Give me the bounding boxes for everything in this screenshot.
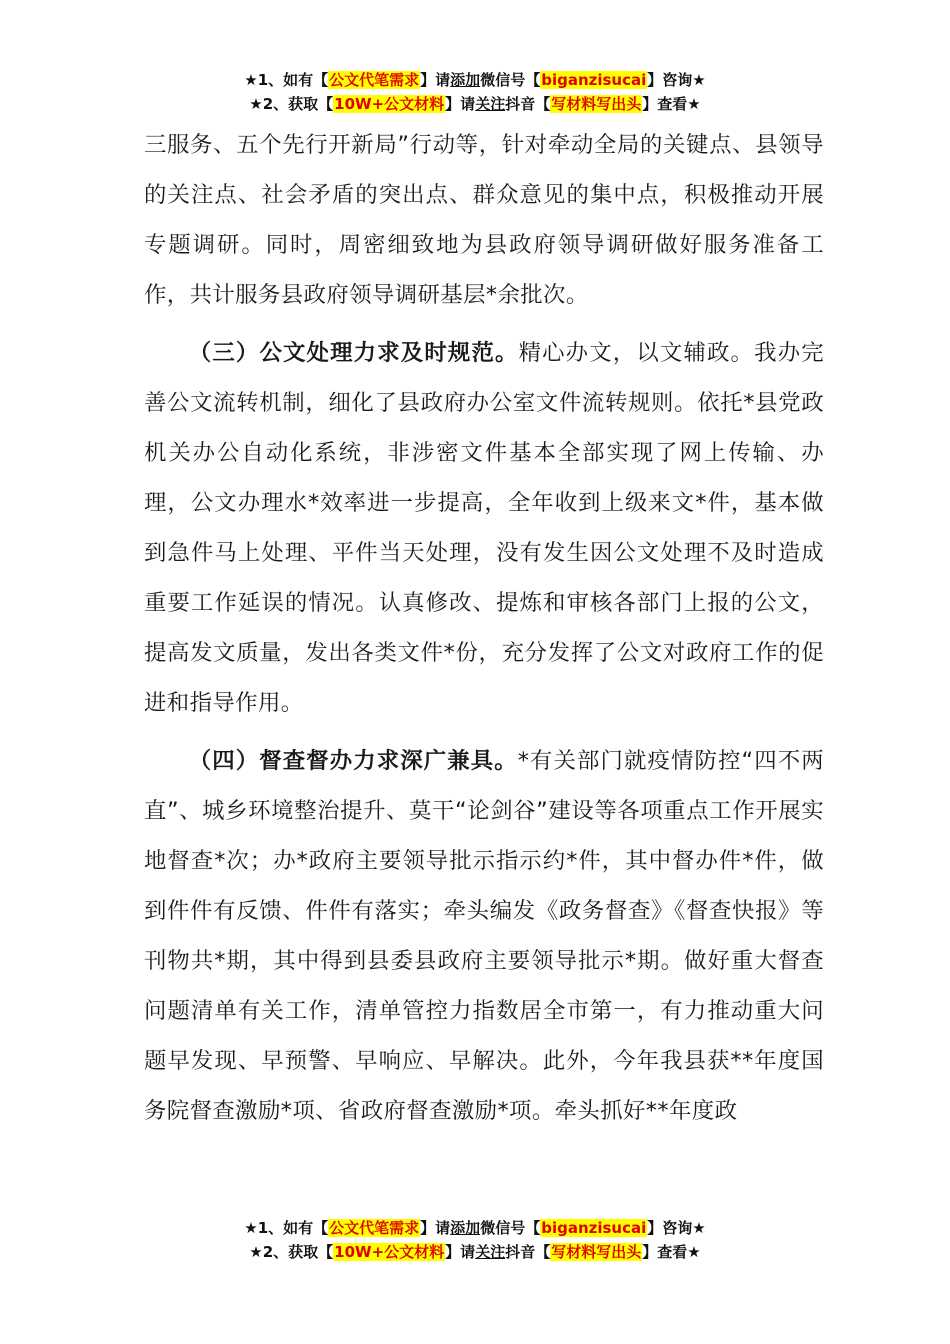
highlight-service: 公文代笔需求 [329, 71, 420, 89]
bottom-banner [0, 1216, 950, 1264]
paragraph-supervision: （四）督查督办力求深广兼具。*有关部门就疫情防控“四不两直”、城乡环境整治提升、莫干“论剑谷”建设等各项重点工作开展实地督查*次；办*政府主要领导批示指示约*件，其中督办件*件，做到件件有反馈、件件有落实；牵头编发《政务督查》《督查快报》等刊物共*期，其中得到县委县政府主要领导批示*期。做好重大督查问题清单有关工作，清单管控力指数居全市第一，有力推动重大问题早发现、早预警、早响应、早解决。此外，今年我县获**年度国务院督查激励*项、省政府督查激励*项。牵头抓好**年度政 [144, 748, 824, 1124]
highlight-wechat-id: biganzisucai [541, 1219, 647, 1237]
document-body [144, 120, 824, 1136]
banner-line-1: ★1、如有【公文代笔需求】请添加微信号【biganzisucai】咨询★ [244, 1219, 706, 1237]
star-icon: ★ [692, 1219, 706, 1237]
section-heading-3: （三）公文处理力求及时规范。 [188, 340, 519, 366]
star-icon: ★ [244, 1219, 258, 1237]
banner-line-2: ★2、获取【10W+公文材料】请关注抖音【写材料写出头】查看★ [249, 1243, 701, 1261]
banner-line-1: ★1、如有【公文代笔需求】请添加微信号【biganzisucai】咨询★ [244, 71, 706, 89]
paragraph-document-processing: （三）公文处理力求及时规范。精心办文，以文辅政。我办完善公文流转机制，细化了县政府办公室文件流转规则。依托*县党政机关办公自动化系统，非涉密文件基本全部实现了网上传输、办理，公文办理水*效率进一步提高，全年收到上级来文*件，基本做到急件马上处理、平件当天处理，没有发生因公文处理不及时造成重要工作延误的情况。认真修改、提炼和审核各部门上报的公文，提高发文质量，发出各类文件*份，充分发挥了公文对政府工作的促进和指导作用。 [144, 340, 824, 716]
highlight-materials: 10W+公文材料 [334, 1243, 445, 1261]
star-icon: ★ [687, 95, 701, 113]
star-icon: ★ [687, 1243, 701, 1261]
highlight-wechat-id: biganzisucai [541, 71, 647, 89]
top-banner [0, 68, 950, 116]
banner-line-2: ★2、获取【10W+公文材料】请关注抖音【写材料写出头】查看★ [249, 95, 701, 113]
section-heading-4: （四）督查督办力求深广兼具。 [188, 748, 518, 774]
highlight-douyin: 写材料写出头 [551, 1243, 642, 1261]
star-icon: ★ [244, 71, 258, 89]
highlight-service: 公文代笔需求 [329, 1219, 420, 1237]
star-icon: ★ [249, 95, 263, 113]
star-icon: ★ [249, 1243, 263, 1261]
paragraph-continued: 三服务、五个先行开新局”行动等，针对牵动全局的关键点、县领导的关注点、社会矛盾的突出点、群众意见的集中点，积极推动开展专题调研。同时，周密细致地为县政府领导调研做好服务准备工作，共计服务县政府领导调研基层*余批次。 [144, 132, 824, 308]
star-icon: ★ [692, 71, 706, 89]
highlight-douyin: 写材料写出头 [551, 95, 642, 113]
highlight-materials: 10W+公文材料 [334, 95, 445, 113]
